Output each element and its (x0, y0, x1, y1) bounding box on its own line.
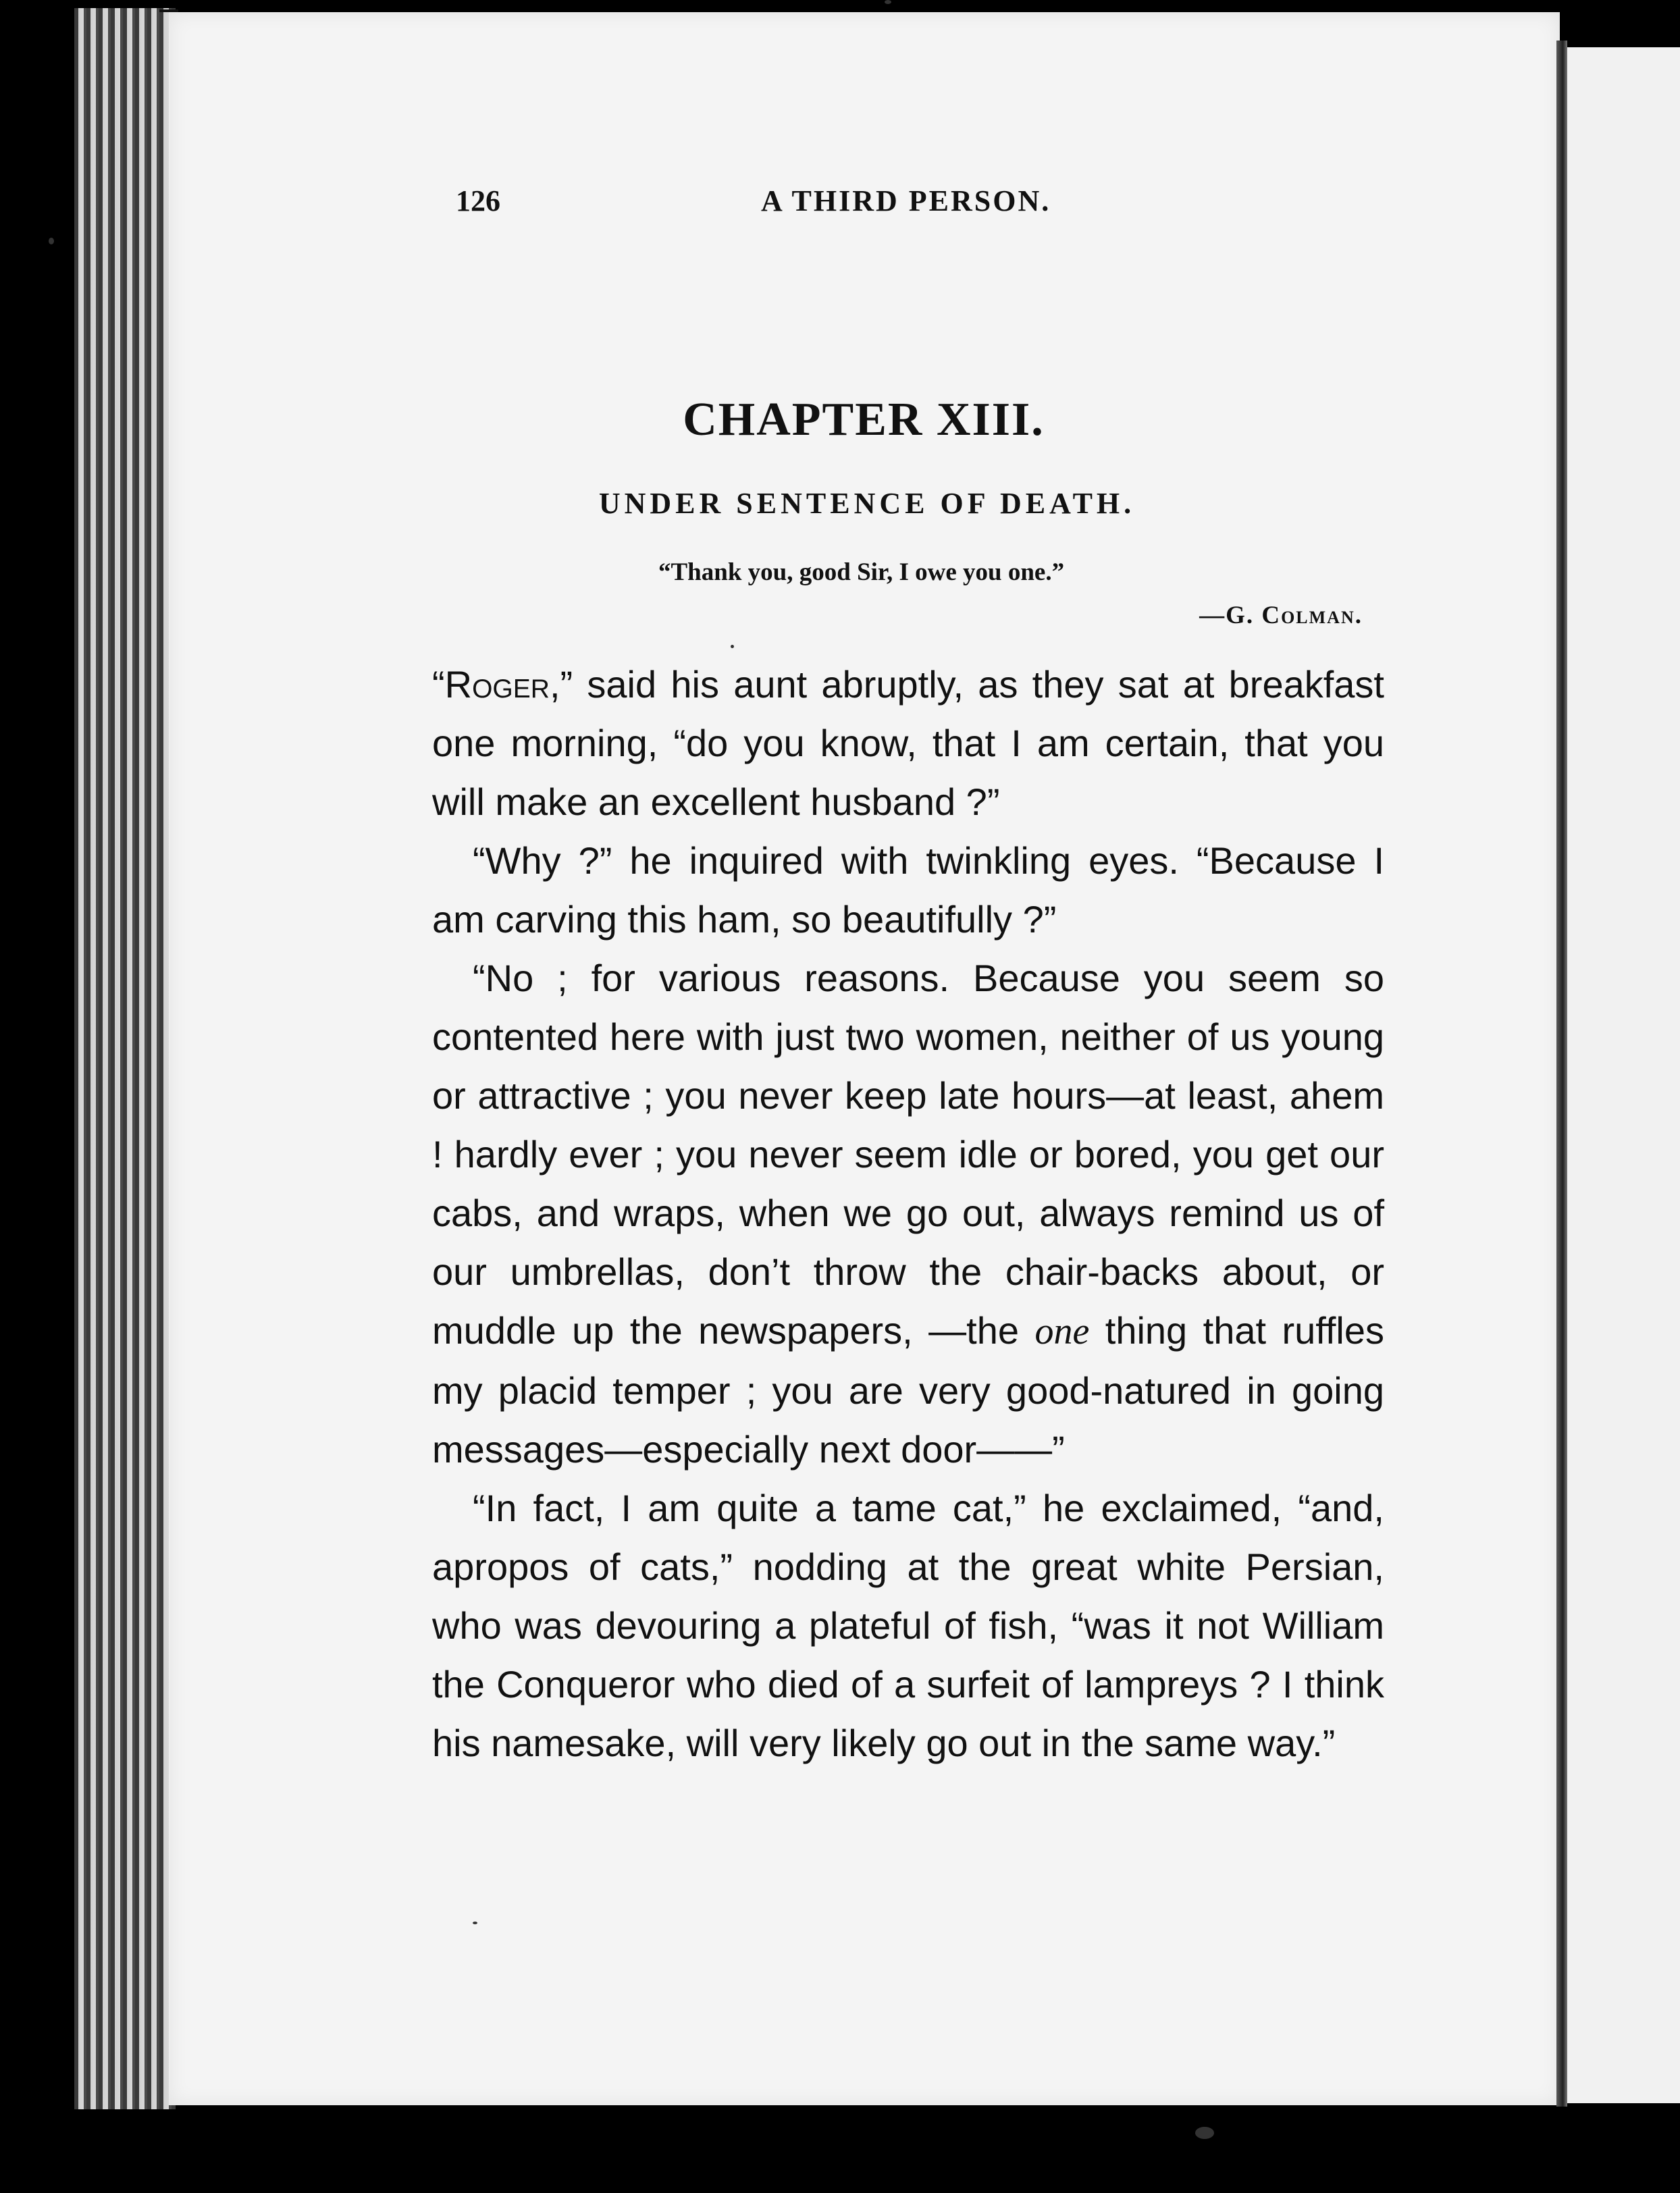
paragraph-3-before: “No ; for various reasons. Because you seem so contented here with just two women, neither of us young or attractive ; you never keep late hours—at least, ahem ! hardly ever ; you never seem idle or bored, you get our cabs, and wraps, when we go out, always remind us of our umbrellas, don’t throw the chair-backs about, or muddle up the newspapers, —the (432, 957, 1384, 1352)
facing-page-edge (1567, 47, 1680, 2103)
body-text (432, 655, 1384, 1772)
paragraph-4: “In fact, I am quite a tame cat,” he exclaimed, “and, apropos of cats,” nodding at the great white Persian, who was devouring a plateful of fish, “was it not William the Conqueror who died of a surfeit of lampreys ? I think his namesake, will very likely go out in the same way.” (432, 1487, 1384, 1764)
epigraph-quote: “Thank you, good Sir, I owe you one.” (658, 558, 1065, 586)
paragraph-1-rest: ,” said his aunt abruptly, as they sat at breakfast one morning, “do you know, that I am certain, that you will make an excellent husband ?” (432, 663, 1384, 823)
epigraph-attribution: —G. Colman. (1199, 602, 1363, 629)
small-caps-lead: Roger (444, 663, 550, 706)
book-gutter (1556, 41, 1567, 2107)
running-title: A THIRD PERSON. (761, 184, 1051, 217)
paragraph-3-after: thing that ruffles my placid temper ; you are very good-natured in going messages—especially next door——” (432, 1309, 1385, 1471)
emphasis-one: one (1034, 1311, 1090, 1352)
chapter-subtitle: UNDER SENTENCE OF DEATH. (598, 487, 1136, 520)
paragraph-3 (432, 949, 1384, 1479)
paragraph-1 (432, 655, 1384, 831)
stacked-page-edges (74, 8, 176, 2109)
chapter-title: CHAPTER XIII. (683, 394, 1045, 446)
opening-quote: “ (432, 663, 445, 706)
running-head (456, 184, 1091, 231)
paragraph-2: “Why ?” he inquired with twinkling eyes. “Because I am carving this ham, so beautifully ?” (432, 839, 1384, 941)
page-number: 126 (456, 184, 500, 217)
